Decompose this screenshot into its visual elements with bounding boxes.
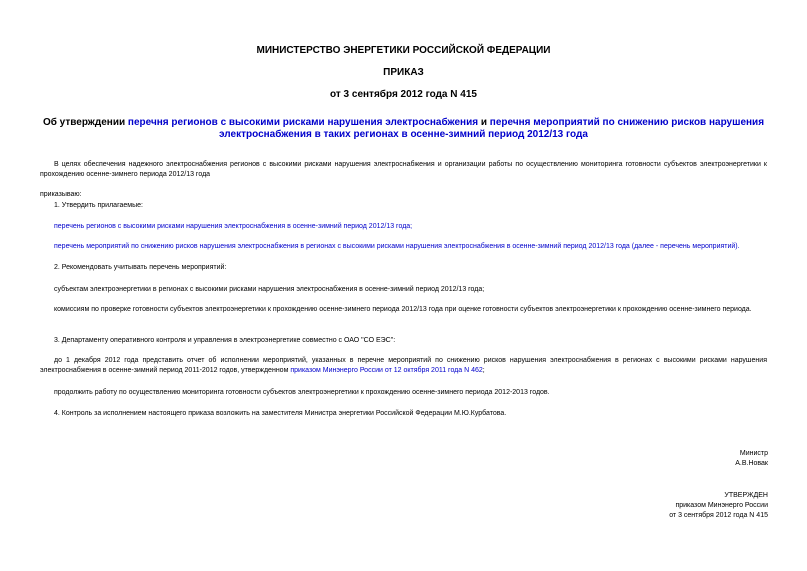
approval-line-2: приказом Минэнерго России	[675, 502, 768, 509]
item-3-a-end: ;	[482, 367, 485, 374]
ministry-heading: МИНИСТЕРСТВО ЭНЕРГЕТИКИ РОССИЙСКОЙ ФЕДЕРАЦИИ	[256, 45, 551, 56]
item-3-a-text: до 1 декабря 2012 года представить отчет об исполнении мероприятий, указанных в перечне мероприятий по снижению рисков нарушения электроснабжения в регионах с высокими рисками нарушения электроснабжения в осенне-зимний период 2011-2012 годов, утвержденном	[40, 357, 767, 374]
doc-type-heading: ПРИКАЗ	[383, 67, 424, 78]
approval-line-3: от 3 сентября 2012 года N 415	[669, 512, 768, 519]
title-prefix: Об утверждении	[42, 117, 128, 128]
title-link-regions[interactable]: перечня регионов с высокими рисками нарушения электроснабжения	[127, 117, 479, 128]
item-3-b: продолжить работу по осуществлению мониторинга готовности субъектов электроэнергетики к прохождению осенне-зимнего периода 2012-2013 годов.	[54, 389, 550, 396]
item-3-a-order-link[interactable]: приказом Минэнерго России от 12 октября 2011 года N 462	[290, 367, 483, 374]
item-3: 3. Департаменту оперативного контроля и управления в электроэнергетике совместно с ОАО "СО ЕЭС":	[54, 337, 396, 344]
date-number-heading: от 3 сентября 2012 года N 415	[330, 89, 477, 100]
order-word: приказываю:	[40, 191, 82, 198]
item-1: 1. Утвердить прилагаемые:	[54, 202, 143, 209]
signature-name: А.В.Новак	[735, 460, 768, 467]
item-2-a: субъектам электроэнергетики в регионах с высокими рисками нарушения электроснабжения в осенне-зимний период 2012/13 года;	[54, 286, 485, 293]
item-1-link-measures-list[interactable]: перечень мероприятий по снижению рисков нарушения электроснабжения в регионах с высокими рисками нарушения электроснабжения в осенне-зимний период 2012/13 года (далее - перечень мероприятий).	[54, 243, 740, 250]
title-link-measures[interactable]: перечня мероприятий по снижению рисков нарушения электроснабжения в таких регионах в осенне-зимний период 2012/13 года	[219, 117, 765, 140]
item-3-a	[40, 356, 767, 376]
item-2-b: комиссиям по проверке готовности субъектов электроэнергетики к прохождению осенне-зимнего периода 2012/13 года при оценке готовности субъектов электроэнергетики к прохождению осенне-зимнего периода.	[54, 306, 752, 313]
item-4: 4. Контроль за исполнением настоящего приказа возложить на заместителя Министра энергетики Российской Федерации М.Ю.Курбатова.	[54, 410, 507, 417]
approval-line-1: УТВЕРЖДЕН	[724, 492, 768, 499]
signature-position: Министр	[739, 450, 768, 457]
item-1-link-regions-list[interactable]: перечень регионов с высокими рисками нарушения электроснабжения в осенне-зимний период 2012/13 года;	[54, 223, 413, 230]
item-2: 2. Рекомендовать учитывать перечень мероприятий:	[54, 264, 227, 271]
document-title	[30, 117, 777, 141]
intro-paragraph: В целях обеспечения надежного электроснабжения регионов с высокими рисками нарушения электроснабжения и организации работы по осуществлению мониторинга готовности субъектов электроэнергетики к прохождению осенне-зимнего периода 2012/13 года	[40, 161, 767, 178]
title-middle: и	[478, 117, 490, 128]
